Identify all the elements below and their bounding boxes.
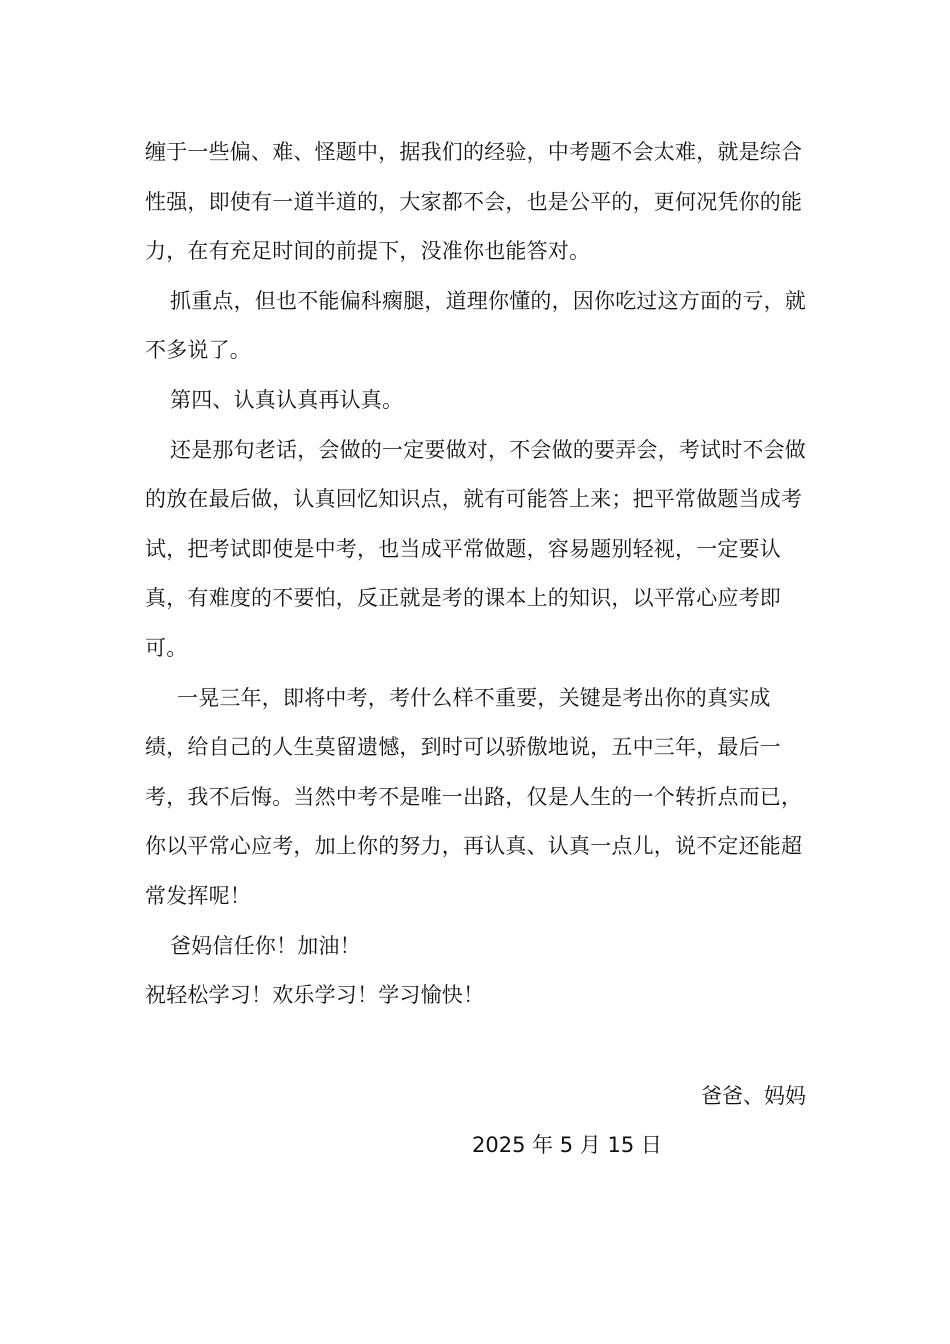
paragraph-careful: 还是那句老话，会做的一定要做对，不会做的要弄会，考试时不会做的放在最后做，认真回忆知识点，就有可能答上来；把平常做题当成考试，把考试即使是中考，也当成平常做题，容易题别轻视，一定要认真，有难度的不要怕，反正就是考的课本上的知识，以平常心应考即可。	[145, 437, 806, 660]
paragraph-trust: 爸妈信任你！加油！	[170, 933, 361, 958]
letter-signature: 爸爸、妈妈	[701, 1084, 806, 1108]
paragraph-key-points: 抓重点，但也不能偏科瘸腿，道理你懂的，因你吃过这方面的亏，就不多说了。	[145, 288, 806, 363]
paragraph-heading-four: 第四、认真认真再认真。	[170, 387, 404, 412]
paragraph-continuation: 缠于一些偏、难、怪题中，据我们的经验，中考题不会太难，就是综合性强，即使有一道半道的，大家都不会，也是公平的，更何况凭你的能力，在有充足时间的前提下，没准你也能答对。	[145, 140, 803, 264]
paragraph-wishes: 祝轻松学习！欢乐学习！学习愉快！	[145, 983, 485, 1008]
letter-date: 2025 年 5 月 15 日	[472, 1133, 662, 1157]
paragraph-three-years: 一晃三年，即将中考，考什么样不重要，关键是考出你的真实成绩，给自己的人生莫留遗憾，到时可以骄傲地说，五中三年，最后一考，我不后悔。当然中考不是唯一出路，仅是人生的一个转折点而已，你以平常心应考，加上你的努力，再认真、认真一点儿，说不定还能超常发挥呢！	[145, 685, 803, 908]
letter-body	[145, 128, 807, 1021]
